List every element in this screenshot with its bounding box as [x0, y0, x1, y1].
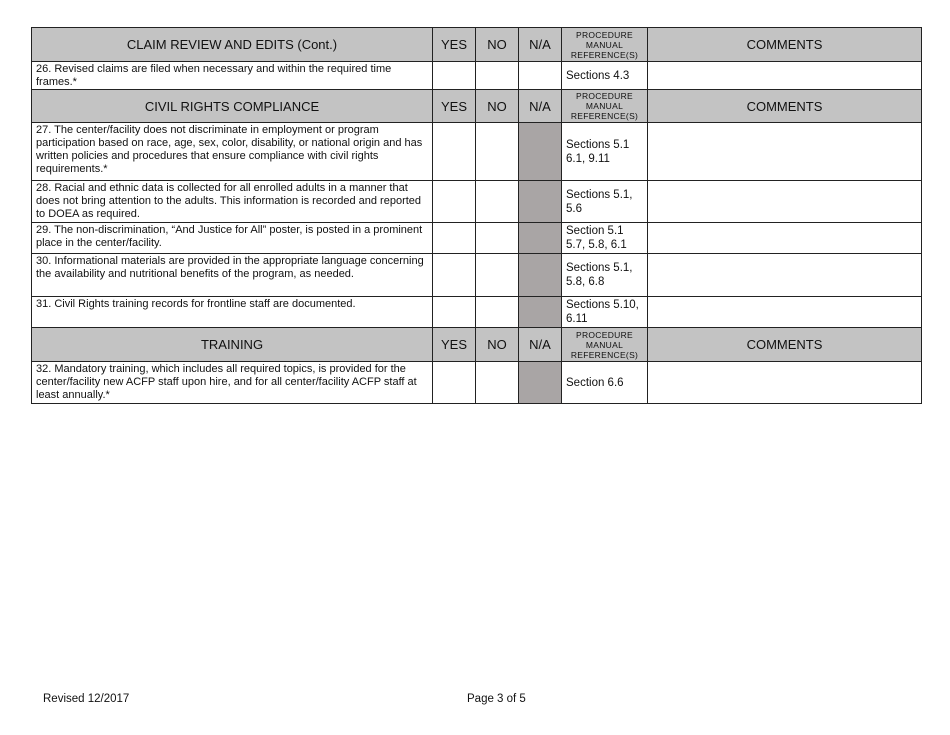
yes-cell[interactable]	[433, 254, 476, 297]
yes-cell[interactable]	[433, 362, 476, 404]
table-row	[32, 362, 922, 404]
column-header-na: N/A	[519, 328, 562, 362]
comments-cell[interactable]	[648, 62, 922, 90]
table-row	[32, 123, 922, 181]
na-cell	[519, 297, 562, 328]
comments-cell[interactable]	[648, 362, 922, 404]
reference-cell: Sections 4.3	[562, 62, 648, 90]
revised-date: Revised 12/2017	[43, 693, 130, 705]
question-text: 32. Mandatory training, which includes all required topics, is provided for the center/facility new ACFP staff upon hire, and for all center/facility ACFP staff at least annually.*	[32, 362, 433, 404]
column-header-comments: COMMENTS	[648, 90, 922, 123]
no-cell[interactable]	[476, 362, 519, 404]
table-row	[32, 254, 922, 297]
table-row	[32, 297, 922, 328]
question-text: 26. Revised claims are filed when necessary and within the required time frames.*	[32, 62, 433, 90]
question-text: 28. Racial and ethnic data is collected for all enrolled adults in a manner that does not bring attention to the adults. This information is recorded and reported to DOEA as required.	[32, 181, 433, 223]
section-title: TRAINING	[32, 328, 433, 362]
column-header-yes: YES	[433, 328, 476, 362]
column-header-reference: PROCEDURE MANUAL REFERENCE(S)	[562, 28, 648, 62]
na-cell[interactable]	[519, 62, 562, 90]
reference-cell: Section 5.1 5.7, 5.8, 6.1	[562, 223, 648, 254]
yes-cell[interactable]	[433, 297, 476, 328]
section-title: CIVIL RIGHTS COMPLIANCE	[32, 90, 433, 123]
no-cell[interactable]	[476, 181, 519, 223]
reference-cell: Sections 5.1, 5.6	[562, 181, 648, 223]
section-title: CLAIM REVIEW AND EDITS (Cont.)	[32, 28, 433, 62]
no-cell[interactable]	[476, 62, 519, 90]
comments-cell[interactable]	[648, 297, 922, 328]
column-header-no: NO	[476, 328, 519, 362]
yes-cell[interactable]	[433, 62, 476, 90]
column-header-yes: YES	[433, 28, 476, 62]
yes-cell[interactable]	[433, 123, 476, 181]
column-header-comments: COMMENTS	[648, 328, 922, 362]
reference-cell: Sections 5.1 6.1, 9.11	[562, 123, 648, 181]
column-header-no: NO	[476, 90, 519, 123]
yes-cell[interactable]	[433, 181, 476, 223]
no-cell[interactable]	[476, 297, 519, 328]
no-cell[interactable]	[476, 123, 519, 181]
na-cell	[519, 123, 562, 181]
checklist-table	[31, 27, 922, 404]
question-text: 29. The non-discrimination, “And Justice for All” poster, is posted in a prominent place in the center/facility.	[32, 223, 433, 254]
section-header	[32, 328, 922, 362]
na-cell	[519, 254, 562, 297]
na-cell	[519, 223, 562, 254]
table-row	[32, 62, 922, 90]
question-text: 30. Informational materials are provided in the appropriate language concerning the availability and nutritional benefits of the program, as needed.	[32, 254, 433, 297]
section-header	[32, 28, 922, 62]
reference-cell: Sections 5.10, 6.11	[562, 297, 648, 328]
column-header-yes: YES	[433, 90, 476, 123]
question-text: 31. Civil Rights training records for frontline staff are documented.	[32, 297, 433, 328]
comments-cell[interactable]	[648, 223, 922, 254]
column-header-reference: PROCEDURE MANUAL REFERENCE(S)	[562, 328, 648, 362]
comments-cell[interactable]	[648, 123, 922, 181]
na-cell	[519, 362, 562, 404]
section-header	[32, 90, 922, 123]
column-header-comments: COMMENTS	[648, 28, 922, 62]
table-row	[32, 223, 922, 254]
question-text: 27. The center/facility does not discriminate in employment or program participation based on race, age, sex, color, disability, or national origin and has written policies and procedures that ensure compliance with civil rights requirements.*	[32, 123, 433, 181]
reference-cell: Section 6.6	[562, 362, 648, 404]
page-number: Page 3 of 5	[467, 693, 526, 705]
no-cell[interactable]	[476, 223, 519, 254]
yes-cell[interactable]	[433, 223, 476, 254]
table-row	[32, 181, 922, 223]
reference-cell: Sections 5.1, 5.8, 6.8	[562, 254, 648, 297]
comments-cell[interactable]	[648, 181, 922, 223]
comments-cell[interactable]	[648, 254, 922, 297]
column-header-na: N/A	[519, 90, 562, 123]
no-cell[interactable]	[476, 254, 519, 297]
na-cell	[519, 181, 562, 223]
column-header-reference: PROCEDURE MANUAL REFERENCE(S)	[562, 90, 648, 123]
column-header-na: N/A	[519, 28, 562, 62]
column-header-no: NO	[476, 28, 519, 62]
